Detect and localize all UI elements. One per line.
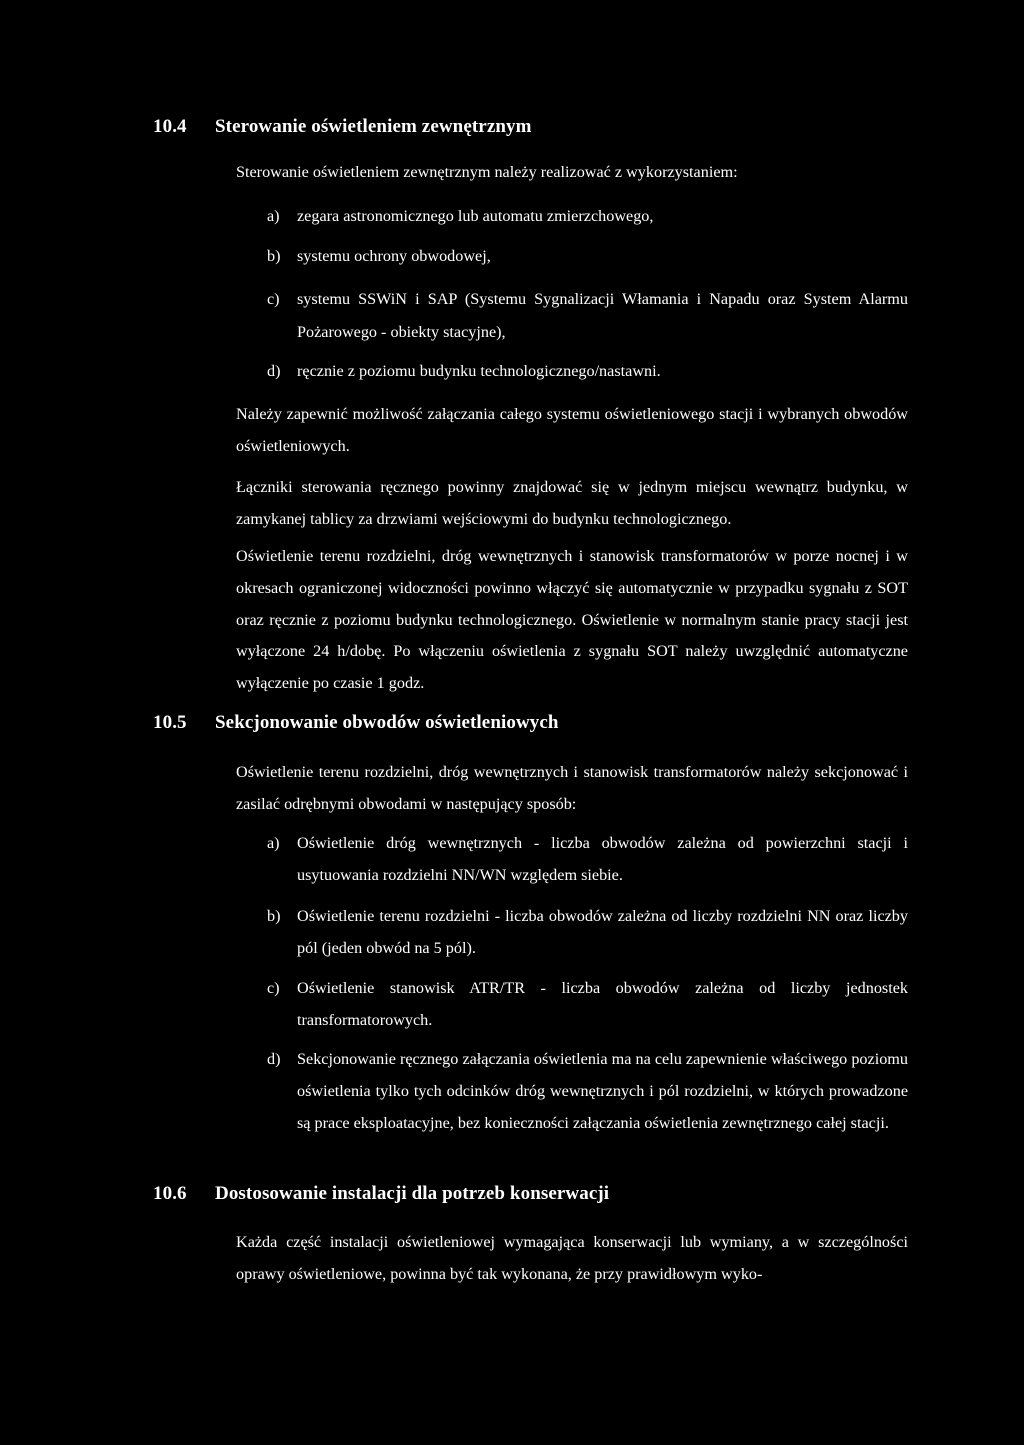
- paragraph: Łączniki sterowania ręcznego powinny znajdować się w jednym miejscu wewnątrz budynku, w zamykanej tablicy za drzwiami wejściowymi do budynku technologicznego.: [236, 478, 908, 528]
- paragraph: Oświetlenie terenu rozdzielni, dróg wewnętrznych i stanowisk transformatorów w porze nocnej i w okresach ograniczonej widoczności powinno włączyć się automatycznie w przypadku sygnału z SOT oraz ręcznie z poziomu budynku technologicznego. Oświetlenie w normalnym stanie pracy stacji jest wyłączone 24 h/dobę. Po włączeniu oświetlenia z sygnału SOT należy uwzględnić automatyczne wyłączenie po czasie 1 godz.: [236, 547, 908, 693]
- list-marker: b): [267, 907, 281, 925]
- section-heading-10-6: [153, 1183, 933, 1205]
- section-number: 10.6: [153, 1183, 187, 1204]
- list-marker: c): [267, 979, 280, 997]
- section-number: 10.4: [153, 116, 187, 137]
- list-marker: a): [267, 834, 280, 852]
- section-title: Sekcjonowanie obwodów oświetleniowych: [215, 712, 559, 733]
- list-item-text: Oświetlenie dróg wewnętrznych - liczba obwodów zależna od powierzchni stacji i usytuowania rozdzielni NN/WN względem siebie.: [297, 834, 908, 884]
- list-item-text: Oświetlenie stanowisk ATR/TR - liczba obwodów zależna od liczby jednostek transformatorowych.: [297, 979, 908, 1029]
- list-item: [267, 827, 908, 891]
- list-marker: a): [267, 207, 280, 225]
- section-number: 10.5: [153, 712, 187, 733]
- list-item-text: systemu SSWiN i SAP (Systemu Sygnalizacji Włamania i Napadu oraz System Alarmu Pożarowego - obiekty stacyjne),: [297, 290, 908, 341]
- list-marker: c): [267, 290, 280, 308]
- list-item: [267, 356, 908, 386]
- section-intro: Oświetlenie terenu rozdzielni, dróg wewnętrznych i stanowisk transformatorów należy sekcjonować i zasilać odrębnymi obwodami w następujący sposób:: [236, 763, 908, 813]
- paragraph: Należy zapewnić możliwość załączania całego systemu oświetleniowego stacji i wybranych obwodów oświetleniowych.: [236, 405, 908, 455]
- list-item-text: systemu ochrony obwodowej,: [297, 247, 491, 265]
- section-intro: Każda część instalacji oświetleniowej wymagająca konserwacji lub wymiany, a w szczególności oprawy oświetleniowe, powinna być tak wykonana, że przy prawidłowym wyko-: [236, 1233, 908, 1283]
- list-item: [267, 900, 908, 964]
- section-intro: Sterowanie oświetleniem zewnętrznym należy realizować z wykorzystaniem:: [236, 163, 738, 181]
- list-item: [267, 241, 908, 271]
- section-heading-10-4: [153, 116, 933, 138]
- list-item: [267, 1043, 908, 1139]
- list-marker: d): [267, 362, 281, 380]
- list-marker: d): [267, 1050, 281, 1068]
- section-title: Sterowanie oświetleniem zewnętrznym: [215, 116, 532, 137]
- section-heading-10-5: [153, 712, 933, 734]
- list-item-text: Oświetlenie terenu rozdzielni - liczba obwodów zależna od liczby rozdzielni NN oraz liczby pól (jeden obwód na 5 pól).: [297, 907, 908, 957]
- list-item: [267, 972, 908, 1036]
- list-item-text: Sekcjonowanie ręcznego załączania oświetlenia ma na celu zapewnienie właściwego poziomu oświetlenia tylko tych odcinków dróg wewnętrznych i pól rozdzielni, w których prowadzone są prace eksploatacyjne, bez konieczności załączania oświetlenia zewnętrznego całej stacji.: [297, 1050, 908, 1132]
- section-title: Dostosowanie instalacji dla potrzeb konserwacji: [215, 1183, 610, 1204]
- list-item-text: zegara astronomicznego lub automatu zmierzchowego,: [297, 207, 654, 225]
- list-item-text: ręcznie z poziomu budynku technologicznego/nastawni.: [297, 362, 661, 380]
- list-item: [267, 283, 908, 349]
- list-marker: b): [267, 247, 281, 265]
- list-item: [267, 201, 908, 231]
